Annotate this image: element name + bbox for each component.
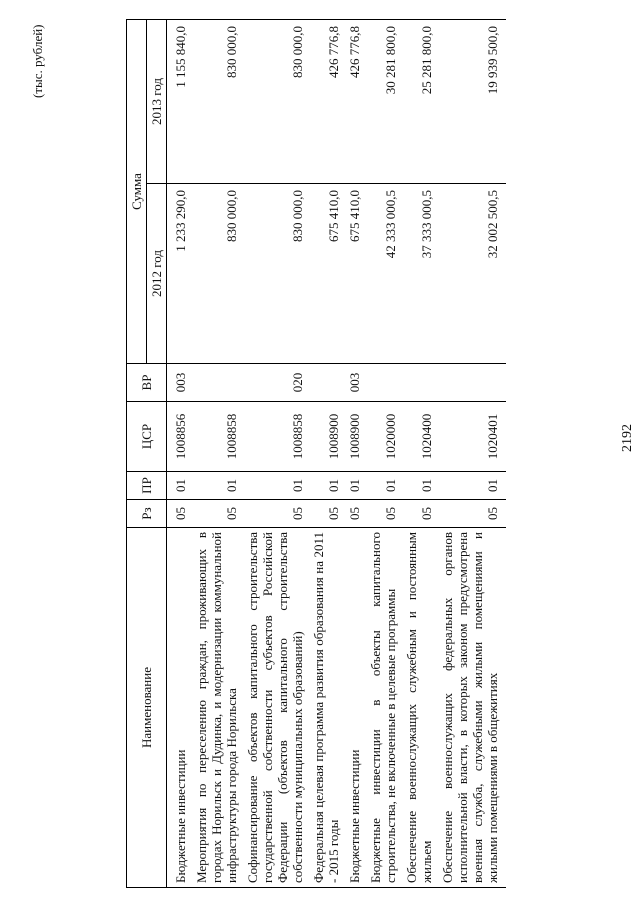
row-amount-2013: 19 939 500,0 — [440, 20, 506, 184]
row-name: Софинансирование объектов капитального строительства государственной собственности субъектов Российской Федерации (объектов капитального строительства собственности муниципальных образований) — [245, 528, 311, 888]
row-vr — [311, 364, 347, 402]
table-row — [311, 20, 347, 888]
row-pr: 01 — [440, 472, 506, 500]
row-vr — [440, 364, 506, 402]
header-vr: ВР — [127, 364, 167, 402]
header-rz: Рз — [127, 500, 167, 528]
row-vr: 020 — [245, 364, 311, 402]
row-pr: 01 — [245, 472, 311, 500]
row-name: Бюджетные инвестиции — [167, 528, 195, 888]
rotated-content — [126, 18, 586, 888]
row-rz: 05 — [245, 500, 311, 528]
row-amount-2012: 830 000,0 — [245, 184, 311, 364]
row-vr — [404, 364, 440, 402]
row-amount-2013: 30 281 800,0 — [368, 20, 404, 184]
row-amount-2013: 830 000,0 — [194, 20, 245, 184]
table-header — [127, 20, 167, 888]
row-amount-2012: 675 410,0 — [311, 184, 347, 364]
table-row — [440, 20, 506, 888]
row-vr: 003 — [347, 364, 368, 402]
table-row — [404, 20, 440, 888]
row-csr: 1008900 — [347, 402, 368, 472]
row-rz: 05 — [347, 500, 368, 528]
row-amount-2013: 426 776,8 — [347, 20, 368, 184]
row-csr: 1008858 — [194, 402, 245, 472]
row-csr: 1008856 — [167, 402, 195, 472]
row-rz: 05 — [194, 500, 245, 528]
row-rz: 05 — [440, 500, 506, 528]
row-csr: 1020400 — [404, 402, 440, 472]
header-year-2013: 2013 год — [147, 20, 167, 184]
header-sum: Сумма — [127, 20, 147, 364]
row-pr: 01 — [347, 472, 368, 500]
row-rz: 05 — [311, 500, 347, 528]
row-amount-2012: 830 000,0 — [194, 184, 245, 364]
row-rz: 05 — [167, 500, 195, 528]
table-row — [347, 20, 368, 888]
units-caption: (тыс. рублей) — [30, 24, 45, 98]
header-csr: ЦСР — [127, 402, 167, 472]
row-csr: 1008858 — [245, 402, 311, 472]
row-pr: 01 — [167, 472, 195, 500]
row-pr: 01 — [311, 472, 347, 500]
row-name: Мероприятия по переселению граждан, проживающих в городах Норильск и Дудинка, и модернизации коммунальной инфраструктуры города Норильска — [194, 528, 245, 888]
row-amount-2012: 37 333 000,5 — [404, 184, 440, 364]
table-row — [368, 20, 404, 888]
row-rz: 05 — [368, 500, 404, 528]
row-pr: 01 — [404, 472, 440, 500]
header-name: Наименование — [127, 528, 167, 888]
row-csr: 1008900 — [311, 402, 347, 472]
row-name: Федеральная целевая программа развития образования на 2011 - 2015 годы — [311, 528, 347, 888]
row-rz: 05 — [404, 500, 440, 528]
row-csr: 1020401 — [440, 402, 506, 472]
row-amount-2012: 1 233 290,0 — [167, 184, 195, 364]
budget-table — [126, 19, 506, 888]
row-csr: 1020000 — [368, 402, 404, 472]
table-body — [167, 20, 507, 888]
table-row — [194, 20, 245, 888]
row-pr: 01 — [194, 472, 245, 500]
row-pr: 01 — [368, 472, 404, 500]
row-amount-2013: 1 155 840,0 — [167, 20, 195, 184]
row-name: Обеспечение военнослужащих федеральных органов исполнительной власти, в которых законом предусмотрена военная служба, служебными жилыми помещениями и жилыми помещениями в общежитиях — [440, 528, 506, 888]
row-vr — [194, 364, 245, 402]
row-vr: 003 — [167, 364, 195, 402]
table-row — [245, 20, 311, 888]
row-amount-2012: 42 333 000,5 — [368, 184, 404, 364]
row-amount-2012: 675 410,0 — [347, 184, 368, 364]
row-name: Обеспечение военнослужащих служебным и постоянным жильем — [404, 528, 440, 888]
row-amount-2013: 830 000,0 — [245, 20, 311, 184]
header-year-2012: 2012 год — [147, 184, 167, 364]
page-number: 2192 — [620, 424, 635, 452]
row-amount-2013: 25 281 800,0 — [404, 20, 440, 184]
header-pr: ПР — [127, 472, 167, 500]
row-vr — [368, 364, 404, 402]
table-row — [167, 20, 195, 888]
row-name: Бюджетные инвестиции в объекты капитального строительства, не включенные в целевые программы — [368, 528, 404, 888]
row-amount-2012: 32 002 500,5 — [440, 184, 506, 364]
row-name: Бюджетные инвестиции — [347, 528, 368, 888]
row-amount-2013: 426 776,8 — [311, 20, 347, 184]
